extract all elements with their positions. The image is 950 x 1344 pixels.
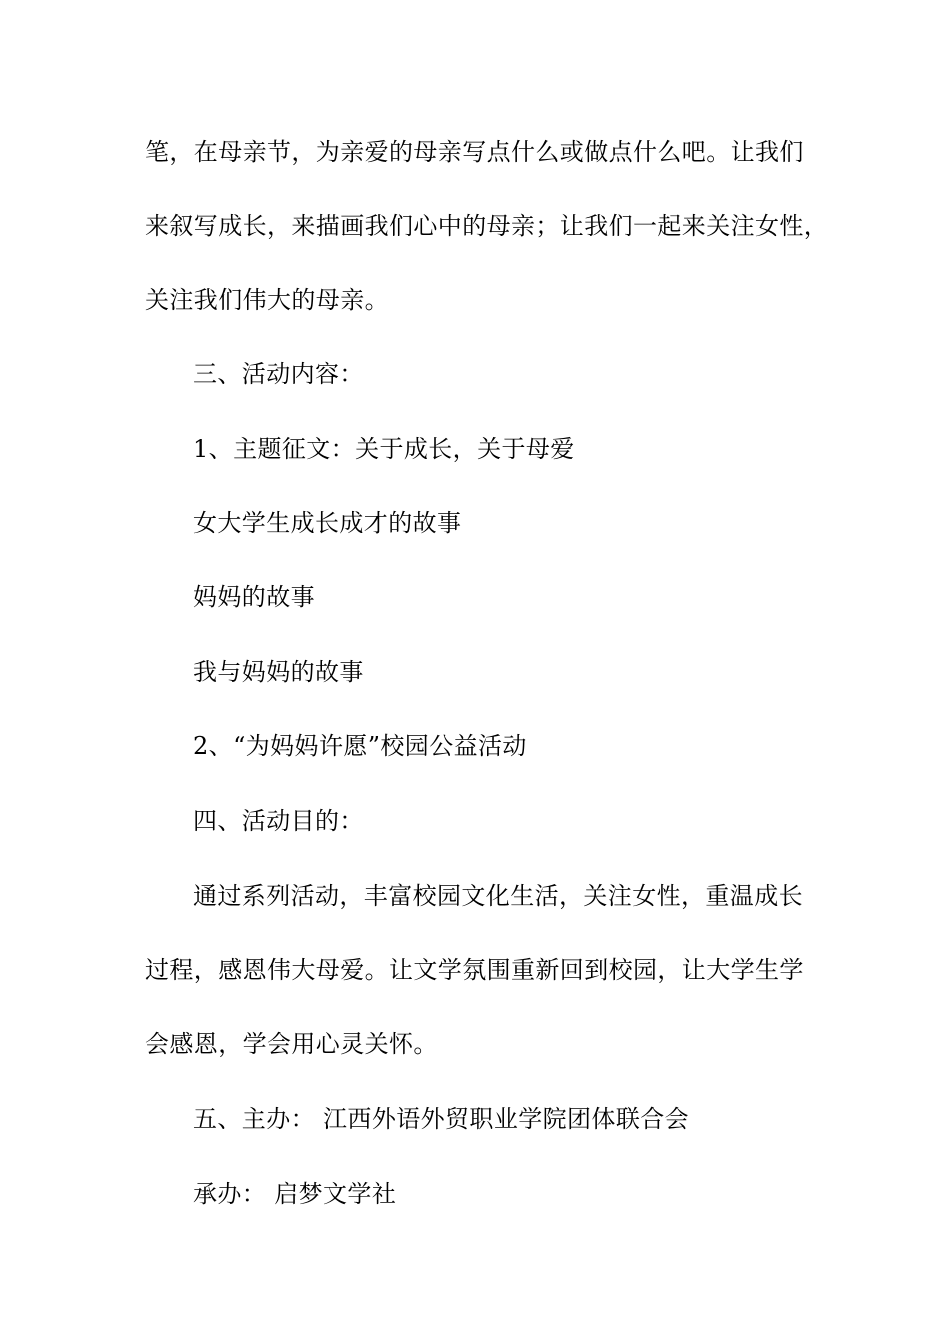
purpose-paragraph-line-3: 会感恩，学会用心灵关怀。: [145, 1030, 438, 1058]
purpose-paragraph-line-1: 通过系列活动，丰富校园文化生活，关注女性，重温成长: [193, 882, 803, 910]
section-heading-activity-content: 三、活动内容：: [193, 360, 364, 388]
purpose-paragraph-line-2: 过程，感恩伟大母爱。让文学氛围重新回到校园，让大学生学: [145, 956, 804, 984]
list-subitem-me-and-mother-story: 我与妈妈的故事: [193, 658, 364, 686]
paragraph-line-continuation-1: 笔，在母亲节，为亲爱的母亲写点什么或做点什么吧。让我们: [145, 138, 804, 166]
list-subitem-mother-story: 妈妈的故事: [193, 583, 315, 611]
list-item-wish-activity: 2、“为妈妈许愿”校园公益活动: [193, 732, 527, 760]
paragraph-line-continuation-2: 来叙写成长，来描画我们心中的母亲；让我们一起来关注女性，: [145, 212, 829, 240]
list-subitem-student-story: 女大学生成长成才的故事: [193, 509, 462, 537]
paragraph-line-continuation-3: 关注我们伟大的母亲。: [145, 286, 389, 314]
section-heading-organizer: 五、主办： 江西外语外贸职业学院团体联合会: [193, 1105, 690, 1133]
section-heading-activity-purpose: 四、活动目的：: [193, 807, 364, 835]
co-organizer-line: 承办： 启梦文学社: [193, 1180, 397, 1208]
list-item-essay-theme: 1、主题征文：关于成长，关于母爱: [193, 435, 575, 463]
